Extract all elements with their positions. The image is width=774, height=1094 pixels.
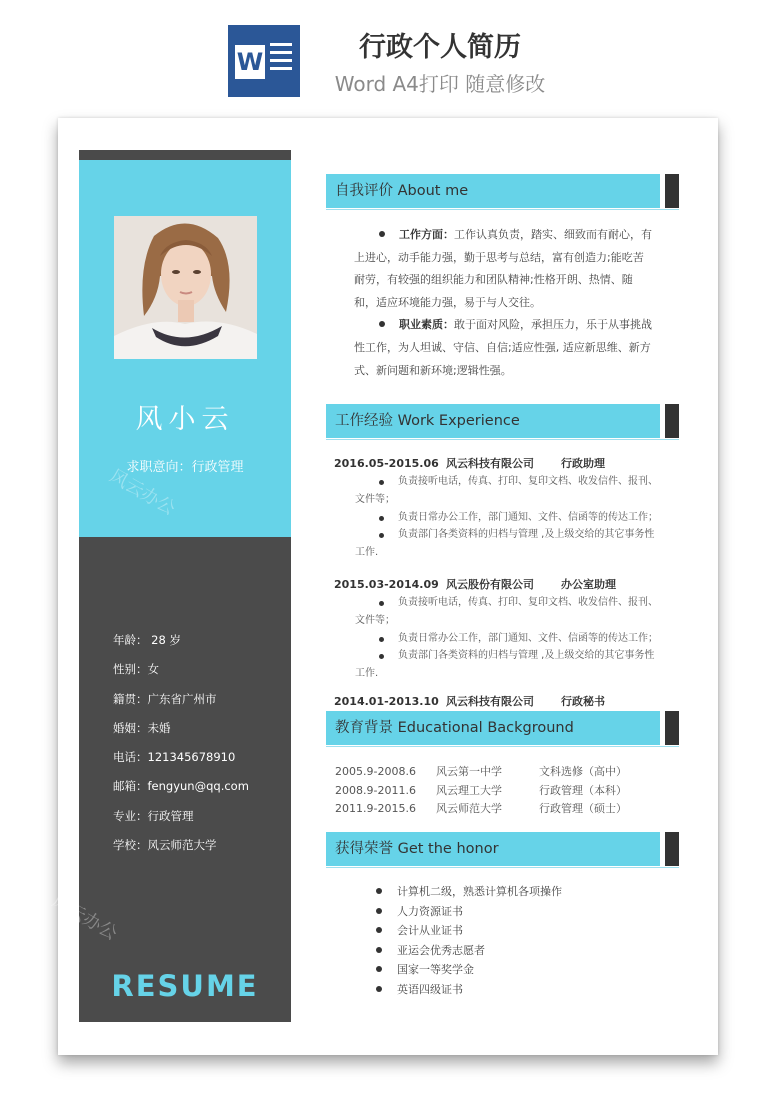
job-2-duties: 负责接听电话，传真、打印、复印文档、收发信件、报刊、 文件等； 负责日常办公工作，部门通知、文件、信函等的传达工作； 负责部门各类资料的归档与管理 ,及上级交给的其它事务性 工作.: [355, 594, 670, 683]
section-honor-header: [326, 832, 679, 866]
about-quality: 职业素质：敢于面对风险，承担压力，乐于从事挑战性工作，为人坦诚、守信、自信;适应性强, 适应新思维、新方式、新问题和新环境;逻辑性强。: [354, 318, 652, 377]
about-work: 工作方面：工作认真负责，踏实、细致而有耐心，有上进心，动手能力强，勤于思考与总结，富有创造力;能吃苦耐劳，有较强的组织能力和团队精神;性格开朗、热情、随和，适应环境能力强，易于与人交往。: [354, 228, 652, 309]
resume-label: RESUME: [111, 969, 259, 1003]
resume-paper: [47, 118, 718, 1055]
info-hometown: 籍贯：广东省广州市: [113, 691, 217, 706]
about-text: [354, 224, 654, 382]
watermark-text: 风云办公: [47, 890, 121, 945]
sidebar-top-bar: [79, 150, 291, 160]
profile-photo: [114, 216, 257, 359]
section-work-header: [326, 404, 679, 438]
word-logo-icon: [228, 25, 300, 97]
honor-item: 计算机二级，熟悉计算机各项操作: [376, 882, 562, 902]
honor-item: 会计从业证书: [376, 921, 562, 941]
honor-list: [376, 882, 562, 1000]
info-major: 专业：行政管理: [113, 808, 194, 823]
info-phone: 电话：121345678910: [113, 750, 236, 765]
job-1-header: 2016.05-2015.06 风云科技有限公司 行政助理: [334, 457, 605, 470]
education-list: [335, 763, 627, 819]
candidate-name: 风小云: [135, 404, 235, 435]
honor-item: 英语四级证书: [376, 980, 562, 1000]
personal-info-list: [113, 626, 283, 860]
info-marital: 婚姻：未婚: [113, 720, 171, 735]
honor-item: 人力资源证书: [376, 902, 562, 922]
bullet-icon: [379, 321, 385, 327]
info-gender: 性别：女: [113, 662, 159, 677]
section-edu-title: 教育背景 Educational Background: [326, 711, 660, 745]
job-3-header: 2014.01-2013.10 风云科技有限公司 行政秘书: [334, 695, 605, 708]
word-letter: W: [235, 45, 265, 79]
honor-item: 国家一等奖学金: [376, 960, 562, 980]
section-about-header: [326, 174, 679, 208]
job-1-duties: 负责接听电话，传真、打印、复印文档、收发信件、报刊、 文件等； 负责日常办公工作，部门通知、文件、信函等的传达工作； 负责部门各类资料的归档与管理 ,及上级交给的其它事务性 工作.: [355, 473, 670, 562]
section-about-title: 自我评价 About me: [326, 174, 660, 208]
section-edu-header: [326, 711, 679, 745]
edu-row: 2011.9-2015.6 风云师范大学 行政管理（硕士）: [335, 802, 627, 816]
info-age: 年龄： 28 岁: [113, 633, 181, 647]
job-intent: 求职意向：行政管理: [126, 460, 244, 475]
section-work-title: 工作经验 Work Experience: [326, 404, 660, 438]
bullet-icon: [379, 231, 385, 237]
info-school: 学校：风云师范大学: [113, 838, 217, 853]
job-2-header: 2015.03-2014.09 风云股份有限公司 办公室助理: [334, 578, 616, 591]
page-title: 行政个人简历: [359, 32, 521, 63]
edu-row: 2008.9-2011.6 风云理工大学 行政管理（本科）: [335, 783, 627, 797]
section-honor-title: 获得荣誉 Get the honor: [326, 832, 660, 866]
honor-item: 亚运会优秀志愿者: [376, 941, 562, 961]
page-subtitle: Word A4打印 随意修改: [334, 72, 546, 96]
watermark-text: 风云办公: [105, 465, 179, 520]
info-email: 邮箱：fengyun@qq.com: [113, 779, 249, 794]
edu-row: 2005.9-2008.6 风云第一中学 文科选修（高中）: [335, 765, 627, 778]
